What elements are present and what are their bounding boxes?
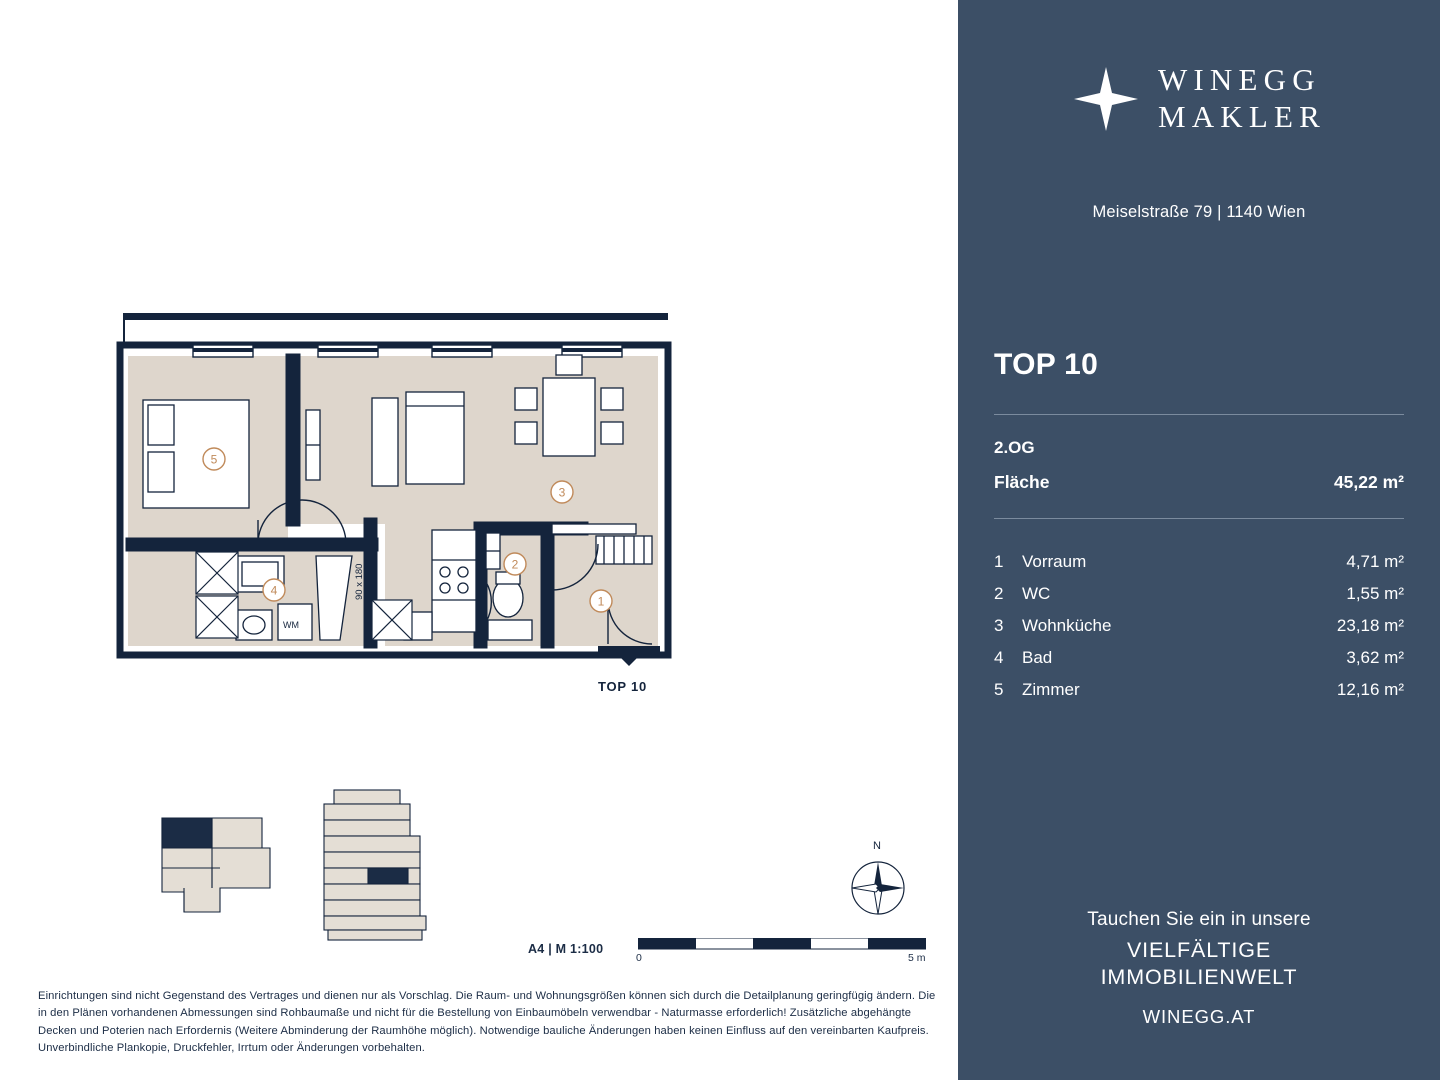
svg-text:WM: WM	[283, 620, 299, 630]
area-value: 45,22 m²	[1333, 472, 1404, 492]
scale-text: A4 | M 1:100	[528, 942, 604, 956]
four-point-star-icon	[1072, 65, 1140, 133]
property-address: Meiselstraße 79 | 1140 Wien	[1092, 203, 1306, 221]
brand-name-line2: MAKLER	[1157, 98, 1327, 134]
svg-text:1: 1	[597, 594, 605, 609]
room-area: 4,71 m²	[1346, 552, 1404, 571]
scale-end-label: 5 m	[908, 952, 926, 964]
compass-icon	[846, 856, 910, 920]
room-area: 3,62 m²	[1346, 647, 1404, 667]
floor-plan-drawing	[0, 0, 958, 780]
disclaimer-text: Einrichtungen sind nicht Gegenstand des Vertrages und dienen nur als Vorschlag. Die Raum- und Wohnungsgrößen können sich durch die Detailplanung geringfügig ändern. Die in den Plänen vorhandenen Abmessungen sind Rohbaumaße und nicht für die Bestellung von Einbaumöbeln verwendbar - Naturmasse erforderlich! Zusätzliche abgehängte Decken und Poterien nach Erfordernis (Weitere Abminderung der Raumhöhe möglich). Notwendige bauliche Änderungen haben keinen Einfluss auf den vereinbarten Kaufpreis. Unverbindliche Plankopie, Druckfehler, Irrtum oder Änderungen vorbehalten.	[38, 990, 936, 1055]
compass-north-label: N	[873, 840, 881, 852]
room-list	[994, 546, 1404, 706]
plan-top-slab	[124, 313, 668, 320]
info-panel	[958, 0, 1440, 1080]
door-dimension-label: 90 x 180	[354, 563, 365, 600]
svg-text:5: 5	[210, 452, 218, 467]
brand-name-line1: WINEGG	[1157, 62, 1321, 97]
svg-text:4: 4	[270, 583, 278, 598]
scale-bar	[638, 938, 926, 950]
list-item	[994, 578, 1404, 610]
divider-bottom	[994, 518, 1404, 519]
room-name: Zimmer	[1022, 679, 1080, 699]
marketing-block	[958, 909, 1440, 1028]
scale-start-label: 0	[636, 952, 642, 964]
building-section-key-plan	[312, 780, 452, 950]
list-item	[994, 674, 1404, 706]
website-link[interactable]: WINEGG.AT	[1142, 1006, 1256, 1027]
divider-top	[994, 414, 1404, 415]
room-area: 1,55 m²	[1346, 583, 1404, 603]
room-area: 12,16 m²	[1336, 679, 1404, 699]
room-number: 2	[994, 583, 1004, 603]
entrance-arrow-icon	[621, 658, 637, 666]
svg-text:3: 3	[558, 485, 566, 500]
room-number: 1	[994, 552, 1004, 571]
area-label: Fläche	[994, 472, 1050, 492]
marketing-line3: IMMOBILIENWELT	[1100, 965, 1298, 990]
floor-plan-svg	[0, 0, 958, 780]
brand-block	[958, 62, 1440, 135]
svg-text:2: 2	[511, 557, 519, 572]
room-number: 4	[994, 647, 1004, 667]
list-item	[994, 642, 1404, 674]
room-number: 5	[994, 679, 1004, 699]
list-item	[994, 546, 1404, 578]
room-name: Vorraum	[1022, 552, 1087, 571]
marketing-line2: VIELFÄLTIGE	[1126, 937, 1272, 962]
room-name: WC	[1022, 583, 1051, 603]
unit-title: TOP 10	[994, 348, 1099, 381]
room-number: 3	[994, 615, 1004, 635]
plan-unit-tag: TOP 10	[598, 679, 648, 694]
list-item	[994, 610, 1404, 642]
unit-floor: 2.OG	[994, 438, 1035, 457]
marketing-line1: Tauchen Sie ein in unsere	[1087, 908, 1311, 930]
room-area: 23,18 m²	[1336, 615, 1404, 635]
room-name: Wohnküche	[1022, 615, 1112, 635]
room-name: Bad	[1022, 647, 1053, 667]
